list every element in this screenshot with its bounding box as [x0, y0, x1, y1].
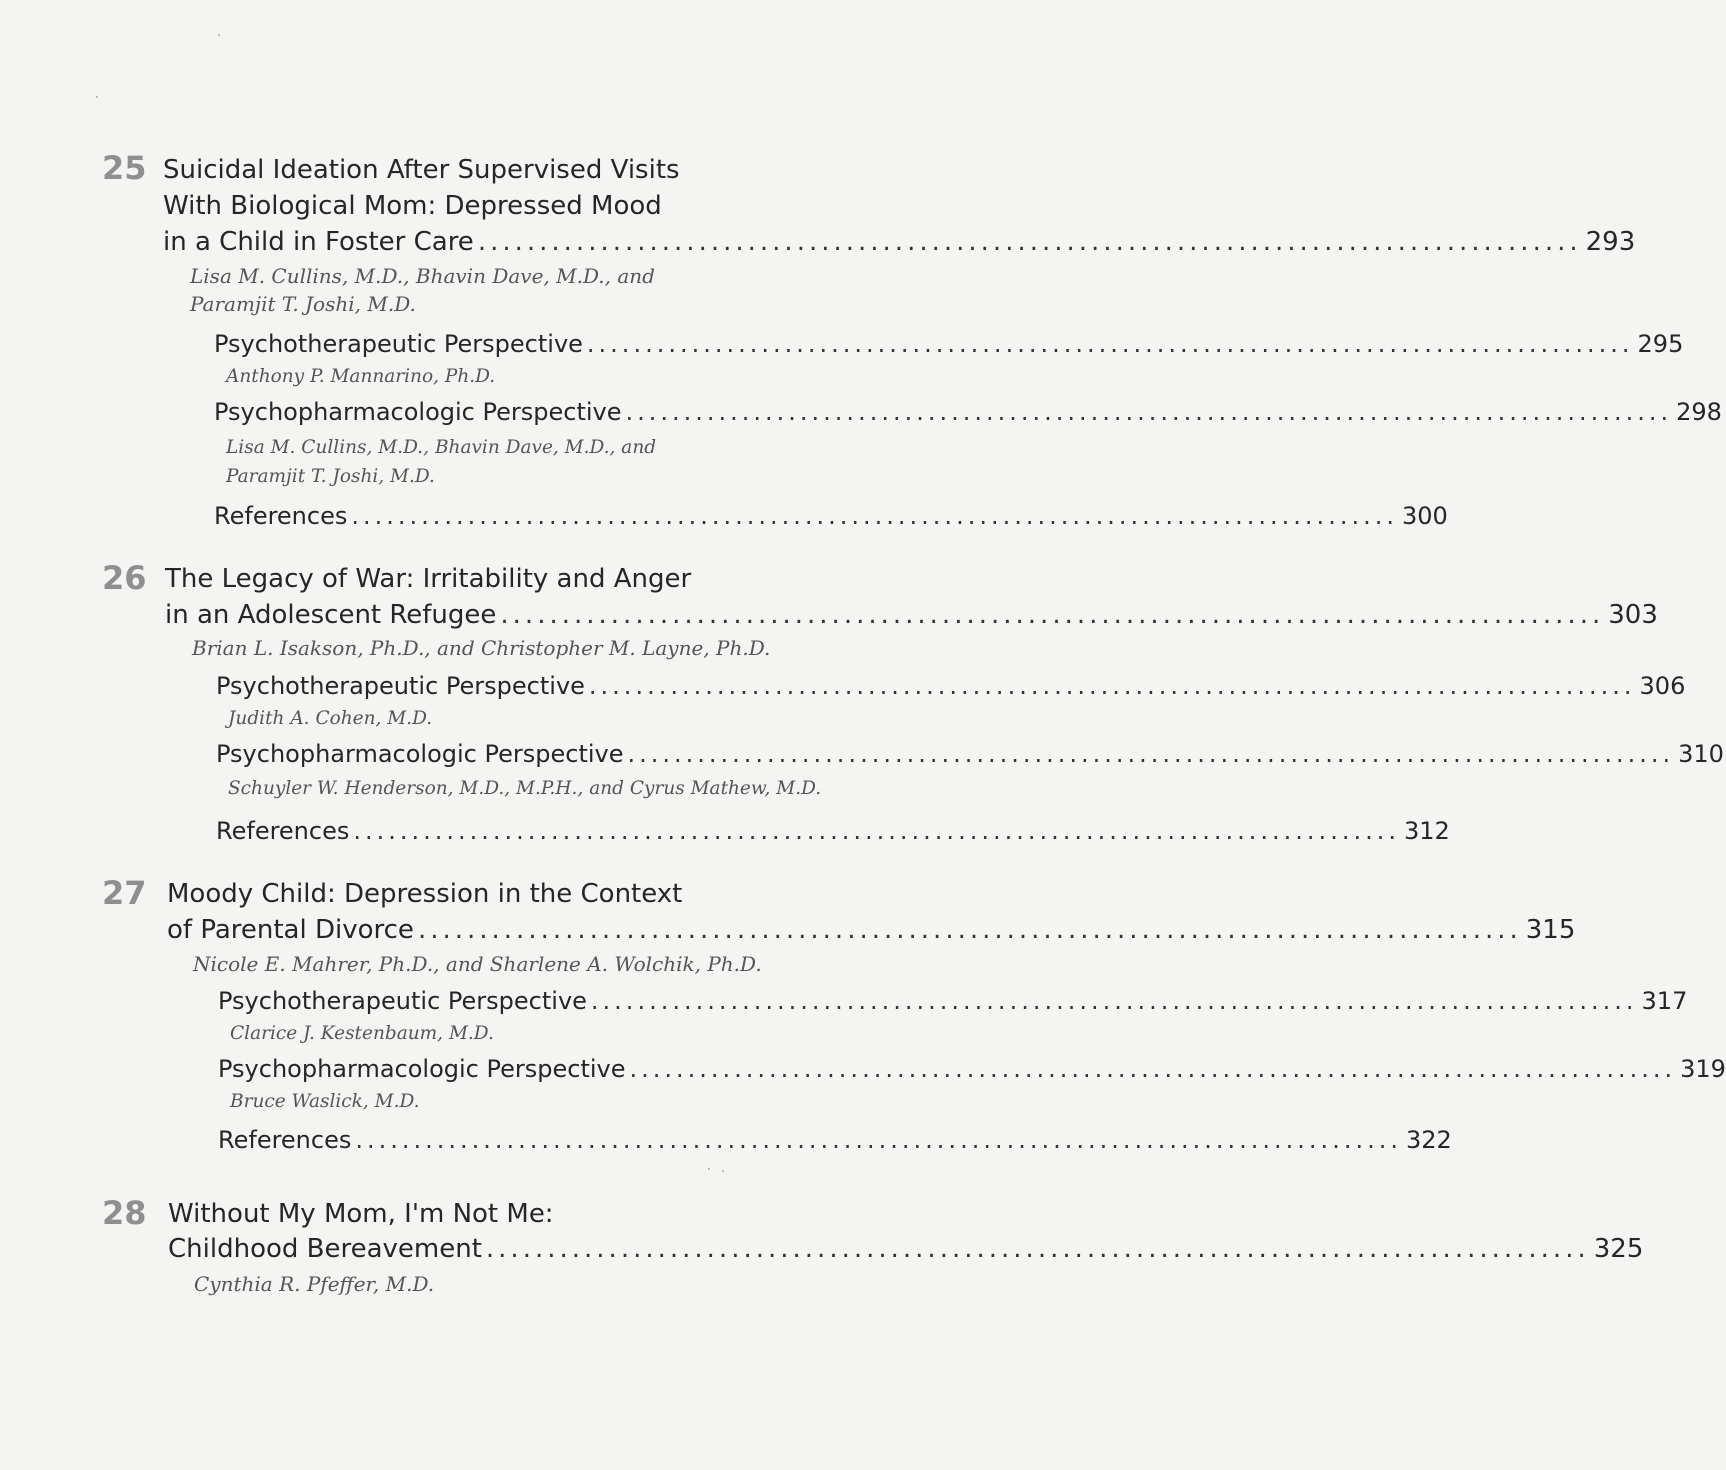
scan-speck	[708, 1168, 710, 1170]
chapter-author: Cynthia R. Pfeffer, M.D.	[194, 1272, 435, 1296]
chapter-title-line[interactable]: Moody Child: Depression in the Context	[167, 879, 683, 909]
section-author: Paramjit T. Joshi, M.D.	[226, 466, 435, 487]
dot-leader: ..........................................................................................	[629, 1055, 1677, 1083]
dot-leader: ..........................................................................................	[590, 987, 1638, 1015]
section-label: References	[214, 502, 348, 530]
page-number: 319	[1680, 1055, 1726, 1083]
chapter-author: Nicole E. Mahrer, Ph.D., and Sharlene A. Wolchik, Ph.D.	[193, 952, 762, 976]
chapter-number: 25	[102, 149, 147, 187]
section-label: Psychopharmacologic Perspective	[214, 398, 622, 426]
chapter-number: 26	[102, 559, 147, 597]
page-number: 315	[1525, 915, 1576, 945]
page-number: 306	[1639, 672, 1686, 700]
page-number: 322	[1405, 1126, 1452, 1154]
dot-leader: ..........................................................................................	[417, 915, 1522, 945]
dot-leader: ..........................................................................................	[351, 502, 1398, 530]
chapter-author: Brian L. Isakson, Ph.D., and Christopher M. Layne, Ph.D.	[192, 636, 771, 660]
section-entry[interactable]	[218, 1053, 1726, 1085]
page-number: 293	[1585, 227, 1636, 257]
scan-speck	[96, 96, 98, 98]
chapter-author: Lisa M. Cullins, M.D., Bhavin Dave, M.D., and	[190, 264, 655, 288]
section-entry[interactable]	[216, 738, 1724, 770]
chapter-title-line: in a Child in Foster Care	[163, 227, 474, 257]
chapter-author: Paramjit T. Joshi, M.D.	[190, 292, 416, 316]
section-entry[interactable]	[218, 1124, 1452, 1156]
section-entry[interactable]	[214, 328, 1684, 360]
page-number: 317	[1641, 987, 1688, 1015]
page-number: 325	[1593, 1234, 1644, 1264]
dot-leader: ..........................................................................................	[355, 1126, 1402, 1154]
section-entry[interactable]	[216, 815, 1450, 847]
dot-leader: ..........................................................................................	[586, 330, 1634, 358]
section-label: Psychotherapeutic Perspective	[216, 672, 585, 700]
chapter-number: 28	[102, 1194, 147, 1232]
section-label: Psychotherapeutic Perspective	[214, 330, 583, 358]
chapter-title-line[interactable]: Suicidal Ideation After Supervised Visits	[163, 155, 680, 185]
section-label: Psychotherapeutic Perspective	[218, 987, 587, 1015]
page-number: 298	[1676, 398, 1722, 426]
section-author: Judith A. Cohen, M.D.	[228, 708, 433, 729]
chapter-title-line[interactable]: Without My Mom, I'm Not Me:	[168, 1199, 554, 1229]
chapter-entry[interactable]	[163, 224, 1636, 260]
page-number: 300	[1401, 502, 1448, 530]
page-number: 303	[1608, 600, 1658, 630]
chapter-title-line[interactable]: With Biological Mom: Depressed Mood	[163, 191, 662, 221]
page-number: 310	[1678, 740, 1724, 768]
section-entry[interactable]	[218, 985, 1688, 1017]
dot-leader: ..........................................................................................	[353, 817, 1400, 845]
chapter-entry[interactable]	[168, 1231, 1644, 1267]
chapter-title-line: in an Adolescent Refugee	[165, 600, 497, 630]
dot-leader: ..........................................................................................	[477, 227, 1582, 257]
dot-leader: ..........................................................................................	[500, 600, 1605, 630]
page-number: 312	[1403, 817, 1450, 845]
section-label: References	[216, 817, 350, 845]
section-author: Clarice J. Kestenbaum, M.D.	[230, 1023, 494, 1044]
section-label: References	[218, 1126, 352, 1154]
chapter-title-line: of Parental Divorce	[167, 915, 414, 945]
section-author: Anthony P. Mannarino, Ph.D.	[226, 366, 496, 387]
section-label: Psychopharmacologic Perspective	[218, 1055, 626, 1083]
chapter-entry[interactable]	[167, 912, 1576, 948]
chapter-entry[interactable]	[165, 597, 1658, 633]
dot-leader: ..........................................................................................	[627, 740, 1675, 768]
scan-speck	[722, 1170, 724, 1172]
section-author: Lisa M. Cullins, M.D., Bhavin Dave, M.D., and	[226, 437, 657, 458]
scan-speck	[218, 34, 220, 36]
page-number: 295	[1637, 330, 1684, 358]
chapter-title-line: Childhood Bereavement	[168, 1234, 482, 1264]
section-entry[interactable]	[214, 500, 1448, 532]
dot-leader: ..........................................................................................	[485, 1234, 1590, 1264]
section-entry[interactable]	[214, 396, 1722, 428]
section-author: Schuyler W. Henderson, M.D., M.P.H., and Cyrus Mathew, M.D.	[228, 778, 822, 799]
section-author: Bruce Waslick, M.D.	[230, 1091, 420, 1112]
chapter-title-line[interactable]: The Legacy of War: Irritability and Anger	[165, 564, 692, 594]
section-entry[interactable]	[216, 670, 1686, 702]
section-label: Psychopharmacologic Perspective	[216, 740, 624, 768]
dot-leader: ..........................................................................................	[625, 398, 1673, 426]
dot-leader: ..........................................................................................	[588, 672, 1636, 700]
chapter-number: 27	[102, 874, 147, 912]
